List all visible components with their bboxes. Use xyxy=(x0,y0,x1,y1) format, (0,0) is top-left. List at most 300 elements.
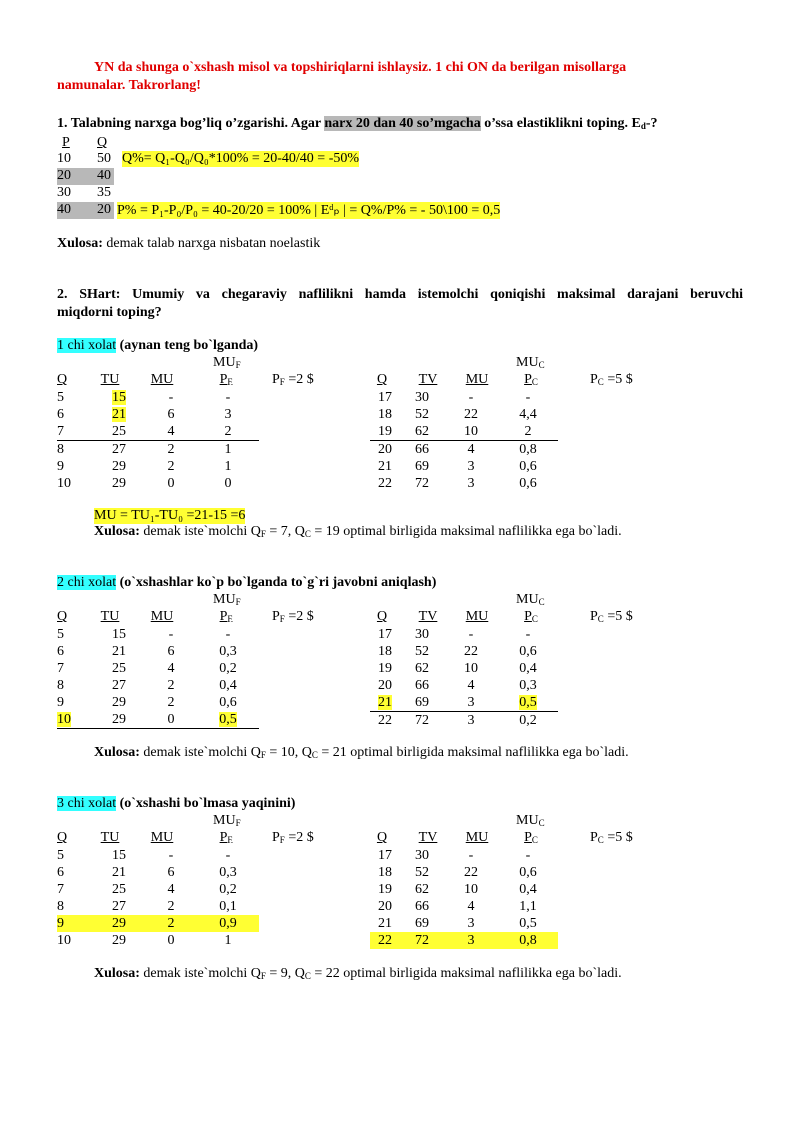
column-header: TU xyxy=(100,830,120,845)
cell-value: 0,4 xyxy=(519,882,537,897)
table-cell xyxy=(145,847,197,864)
table-cell xyxy=(498,660,558,677)
price-value: =5 $ xyxy=(603,609,633,624)
table-cell xyxy=(400,643,444,660)
column-header-pc xyxy=(509,830,553,846)
table-cell xyxy=(145,694,197,711)
table-cell xyxy=(498,458,558,475)
cell-value: 9 xyxy=(57,459,64,474)
table-cell xyxy=(93,898,145,915)
cell-value: 30 xyxy=(415,390,429,405)
cell-value: 69 xyxy=(415,459,429,474)
table-cell xyxy=(498,915,558,932)
cell-value: - xyxy=(168,390,174,405)
table-cell xyxy=(498,694,558,712)
table-row xyxy=(57,694,259,711)
case-tag: 2 chi xolat xyxy=(57,575,117,590)
table-cell xyxy=(444,677,498,694)
table-cell xyxy=(197,898,259,915)
cell-value: 10 xyxy=(464,882,478,897)
price-value: =2 $ xyxy=(284,830,314,845)
table-row xyxy=(370,626,558,643)
cell-value: 10 xyxy=(464,424,478,439)
xulosa-text: demak iste`molchi Q xyxy=(139,524,261,539)
table-cell xyxy=(370,475,400,492)
cell-value: 30 xyxy=(415,848,429,863)
cell-value: - xyxy=(525,627,531,642)
cell-value: 3 xyxy=(467,476,475,491)
cell-value: 21 xyxy=(378,695,392,710)
table-cell xyxy=(197,441,259,459)
cell-value: 4 xyxy=(167,424,175,439)
table-cell xyxy=(370,932,400,949)
table-cell xyxy=(145,643,197,660)
cell-value: 8 xyxy=(57,678,64,693)
cell-value: 1 xyxy=(224,933,232,948)
right-table xyxy=(370,847,558,949)
xulosa-text: = 21 optimal birligida maksimal naflilikka ega bo`ladi. xyxy=(317,745,629,760)
column-header: Q xyxy=(376,372,388,387)
table-cell xyxy=(57,898,93,915)
cell-value: 6 xyxy=(167,865,175,880)
header-line2: namunalar. Takrorlang! xyxy=(57,78,201,93)
cell-value: 21 xyxy=(112,865,126,880)
header-mu-sub: F xyxy=(235,818,241,828)
cell-value: 0,5 xyxy=(519,916,537,931)
table-cell xyxy=(93,932,145,949)
table-cell xyxy=(370,643,400,660)
table-cell xyxy=(400,915,444,932)
table-cell xyxy=(370,406,400,423)
column-header: Q xyxy=(376,830,388,845)
table-cell xyxy=(93,406,145,423)
document-page: YN da shunga o`xshash misol va topshiriqlarni ishlaysiz. 1 chi ON da berilgan misollarga namunalar. Takrorlang! 1. Talabning narxga bog’liq o’zgarishi. Agar narx 20 dan 40 so’mgacha o’ssa elastiklikni toping. $E_d-$? P Q 10 50 20 40 30 35 40 20 Q%= Q₁-Q₀/Q₀*100% = 20-40/40 = -50% P% = P₁-P₀/P₀ = 40-20/20 = 100% | Eᵈₚ | = Q%/P% = - 50\100 = 0,5 Xulosa: demak talab narxga nisbatan noelastik 2. SHart: Umumiy va chegaraviy naflilikni hamda istemolchi qoniqishi maksimal darajani beruvchi miqdorni toping? 1 chi xolat (aynan teng bo`lganda) $MU_F$ $MU_C$ Q TU MU $P_F$ $P_F =2$ $ Q TV MU $P_C$ $P_C =5$ $ 5 15 - - 6 21 6 3 7 25 4 2 8 27 2 1 9 29 2 1 10 29 0 0 17 30 - - 18 52 22 4,4 19 62 10 2 20 66 4 0,8 21 69 3 0,6 22 72 3 0,6 MU = TU₁-TU₀ =21-15 =6 Xulosa: demak iste`molchi $Q_F = 7$, $Q_C = 19$ optimal birligida maksimal naflilikka ega bo`ladi. 2 chi xolat (o`xshashlar ko`p bo`lganda to`g`ri javobni aniqlash) $MU_F$ $MU_C$ Q TU MU $P_F$ $P_F =2$ $ Q TV MU $P_C$ $P_C =5$ $ 5 15 - - 6 21 6 0,3 7 25 4 0,2 8 27 2 0,4 9 29 2 0,6 10 29 0 0,5 17 30 - - 18 52 22 0,6 19 62 10 0,4 20 66 4 0,3 21 69 3 0,5 22 72 3 0,2 Xulosa: demak iste`molchi $Q_F = 10$, $Q_C = 21$ optimal birligida maksimal naflilikka ega bo`ladi. 3 chi xolat (o`xshashi bo`lmasa yaqinini) $MU_F$ $MU_C$ Q TU MU $P_F$ $P_F =2$ $ Q TV MU $P_C$ $P_C =5$ $ 5 15 - - 6 21 6 0,3 7 25 4 0,2 8 27 2 0,1 9 29 2 0,9 10 29 0 1 17 30 - - 18 52 22 0,6 19 62 10 0,4 20 66 4 1,1 21 69 3 0,5 22 72 3 0,8 Xulosa: demak iste`molchi $Q_F = 9$, $Q_C = 22$ optimal birligida maksimal naflilikka ega bo`ladi. xyxy=(57,60,743,981)
table-cell xyxy=(57,694,93,711)
cell-value: 25 xyxy=(112,882,126,897)
cell-value: 4 xyxy=(167,882,175,897)
table-cell xyxy=(93,643,145,660)
table-cell xyxy=(498,677,558,694)
table-cell xyxy=(400,660,444,677)
cell-value: 0,8 xyxy=(519,933,537,948)
cell-value: 2 xyxy=(167,678,175,693)
cell-value: 10 xyxy=(464,661,478,676)
cell-value: - xyxy=(225,390,231,405)
table-row xyxy=(370,898,558,915)
table-row xyxy=(57,389,259,406)
table-cell xyxy=(444,475,498,492)
header-mu-text: MU xyxy=(213,592,236,607)
table-cell xyxy=(93,458,145,475)
xulosa-sub: C xyxy=(304,529,311,539)
cell-value: 6 xyxy=(167,644,175,659)
column-header: TV xyxy=(418,372,438,387)
task1-row: 40 20 xyxy=(57,202,114,219)
cell-value: 29 xyxy=(112,916,126,931)
cell-value: 52 xyxy=(415,407,429,422)
case-xulosa xyxy=(94,966,622,982)
mu-formula: MU = TU₁-TU₀ =21-15 =6 xyxy=(94,508,246,523)
cell-value: 6 xyxy=(57,644,64,659)
cell-value: - xyxy=(168,627,174,642)
table-cell xyxy=(197,932,259,949)
table-cell xyxy=(498,847,558,864)
table-row xyxy=(57,475,259,492)
table-cell xyxy=(370,881,400,898)
table-row xyxy=(370,712,558,730)
cell-value: 3 xyxy=(224,407,232,422)
price-sub: C xyxy=(597,614,604,624)
table-cell xyxy=(444,847,498,864)
table-cell xyxy=(57,626,93,643)
table-row xyxy=(370,932,558,949)
xulosa-sub: F xyxy=(260,971,266,981)
table-cell xyxy=(197,847,259,864)
table-cell xyxy=(197,643,259,660)
case-desc: (o`xshashi bo`lmasa yaqinini) xyxy=(119,796,296,811)
cell-value: 0,6 xyxy=(519,459,537,474)
table-cell xyxy=(400,694,444,712)
xulosa-text: = 10, Q xyxy=(265,745,312,760)
header-mu-text: MU xyxy=(213,813,236,828)
table-cell xyxy=(197,915,259,932)
header-p: P xyxy=(219,830,228,845)
cell-value: - xyxy=(525,390,531,405)
cell-value: 2 xyxy=(167,695,175,710)
cell-value: 29 xyxy=(112,695,126,710)
cell-value: 29 xyxy=(112,459,126,474)
table-cell xyxy=(444,406,498,423)
table-row xyxy=(57,406,259,423)
cell-value: 7 xyxy=(57,882,64,897)
table-cell xyxy=(197,677,259,694)
cell-value: 29 xyxy=(112,476,126,491)
header-p: P xyxy=(219,609,228,624)
column-header: MU xyxy=(465,372,489,387)
header-p-sub: F xyxy=(227,835,233,845)
table-cell xyxy=(93,441,145,459)
cell-value: - xyxy=(468,627,474,642)
table-cell xyxy=(400,406,444,423)
cell-value: 19 xyxy=(378,424,392,439)
case-title xyxy=(57,338,258,354)
table-cell xyxy=(444,694,498,712)
table-cell xyxy=(93,847,145,864)
xulosa-sub: C xyxy=(304,971,311,981)
table-cell xyxy=(498,932,558,949)
table-cell xyxy=(498,423,558,441)
column-header: TV xyxy=(418,609,438,624)
table-row xyxy=(57,643,259,660)
header-p-sub: C xyxy=(531,835,538,845)
cell-value: 29 xyxy=(112,933,126,948)
table-row xyxy=(370,847,558,864)
cell-value: 0,6 xyxy=(519,865,537,880)
task1-highlight: narx 20 dan 40 so’mgacha xyxy=(324,116,481,131)
table-cell xyxy=(145,864,197,881)
table-cell xyxy=(57,441,93,459)
cell-value: 2 xyxy=(224,424,232,439)
table-cell xyxy=(197,864,259,881)
case-desc: (o`xshashlar ko`p bo`lganda to`g`ri javobni aniqlash) xyxy=(119,575,437,590)
cell-value: 25 xyxy=(112,661,126,676)
cell-value: - xyxy=(468,390,474,405)
cell-value: 6 xyxy=(167,407,175,422)
header-p: P xyxy=(524,372,532,387)
table-cell xyxy=(400,898,444,915)
price-label: P xyxy=(590,609,598,624)
table-cell xyxy=(370,660,400,677)
header-mu-sub: F xyxy=(235,360,241,370)
cell-value: 17 xyxy=(378,627,392,642)
table-cell xyxy=(400,881,444,898)
header-p-sub: F xyxy=(227,377,233,387)
xulosa-label: Xulosa: xyxy=(94,524,140,539)
table-cell xyxy=(145,475,197,492)
table-cell xyxy=(444,643,498,660)
xulosa-text: = 19 optimal birligida maksimal naflilikka ega bo`ladi. xyxy=(310,524,622,539)
table-cell xyxy=(400,475,444,492)
price-label: P xyxy=(272,830,280,845)
task1-title: 1. Talabning narxga bog’liq o’zgarishi. Agar narx 20 dan 40 so’mgacha o’ssa elastiklikni toping. $E_d-$? xyxy=(57,116,658,131)
table-cell xyxy=(145,932,197,949)
header-p-sub: C xyxy=(531,614,538,624)
cell-value: 6 xyxy=(57,865,64,880)
cell-value: 27 xyxy=(112,899,126,914)
table-cell xyxy=(498,864,558,881)
price-c xyxy=(590,609,633,625)
task1-row: 20 40 xyxy=(57,168,114,185)
price-sub: C xyxy=(597,835,604,845)
cell-value: 4 xyxy=(167,661,175,676)
table-row xyxy=(57,626,259,643)
header-mu-f xyxy=(213,355,241,371)
cell-value: 29 xyxy=(112,712,126,727)
cell-value: 69 xyxy=(415,916,429,931)
cell-value: 3 xyxy=(467,933,475,948)
table-cell xyxy=(498,406,558,423)
cell-value: 4,4 xyxy=(519,407,537,422)
cell-value: 0,1 xyxy=(219,899,237,914)
cell-value: - xyxy=(525,848,531,863)
table-cell xyxy=(145,423,197,441)
cell-value: 3 xyxy=(467,713,475,728)
cell-value: 15 xyxy=(112,848,126,863)
cell-value: 21 xyxy=(112,407,126,422)
table-cell xyxy=(370,441,400,459)
header-line1: YN da shunga o`xshash misol va topshiriqlarni ishlaysiz. 1 chi ON da berilgan misollarga xyxy=(94,60,627,75)
cell-value: 1,1 xyxy=(519,899,537,914)
table-row xyxy=(370,677,558,694)
cell-value: 0 xyxy=(167,933,175,948)
table-cell xyxy=(197,389,259,406)
xulosa-sub: F xyxy=(260,750,266,760)
task1-formula-p: P% = P₁-P₀/P₀ = 40-20/20 = 100% | Eᵈₚ | = Q%/P% = - 50\100 = 0,5 xyxy=(117,203,501,218)
cell-value: 22 xyxy=(464,644,478,659)
table-cell xyxy=(57,915,93,932)
table-row xyxy=(57,458,259,475)
price-sub: F xyxy=(279,377,285,387)
case-tag: 1 chi xolat xyxy=(57,338,117,353)
table-cell xyxy=(197,711,259,729)
table-cell xyxy=(370,712,400,730)
table-cell xyxy=(370,864,400,881)
header-mu-text: MU xyxy=(516,592,539,607)
column-header: Q xyxy=(57,830,68,845)
header-mu-sub: F xyxy=(235,597,241,607)
cell-value: 62 xyxy=(415,882,429,897)
cell-value: 22 xyxy=(378,713,392,728)
table-cell xyxy=(498,643,558,660)
cell-value: 62 xyxy=(415,424,429,439)
cell-value: 22 xyxy=(378,933,392,948)
table-cell xyxy=(370,847,400,864)
table-cell xyxy=(400,677,444,694)
table-row xyxy=(57,660,259,677)
cell-value: 4 xyxy=(467,678,475,693)
table-cell xyxy=(444,660,498,677)
cell-value: 66 xyxy=(415,899,429,914)
xulosa-text: = 22 optimal birligida maksimal naflilikka ega bo`ladi. xyxy=(310,966,622,981)
case-title xyxy=(57,575,436,591)
header-p: P xyxy=(524,609,532,624)
case-desc: (aynan teng bo`lganda) xyxy=(119,338,259,353)
cell-value: 7 xyxy=(57,661,64,676)
task1-col-p: P xyxy=(62,135,70,150)
table-cell xyxy=(197,458,259,475)
cell-value: 0 xyxy=(167,476,175,491)
column-header: Q xyxy=(57,609,68,624)
column-header-pc xyxy=(509,372,553,388)
table-row xyxy=(370,441,558,459)
cell-value: 0,6 xyxy=(519,644,537,659)
task1-col-q: Q xyxy=(97,135,108,150)
table-cell xyxy=(145,406,197,423)
table-row xyxy=(57,423,259,441)
cell-value: 0,9 xyxy=(219,916,237,931)
cell-value: 20 xyxy=(378,442,392,457)
cell-value: 9 xyxy=(57,695,64,710)
left-table xyxy=(57,389,259,492)
cell-value: 0,8 xyxy=(519,442,537,457)
table-cell xyxy=(370,915,400,932)
cell-value: 9 xyxy=(57,916,64,931)
table-cell xyxy=(400,712,444,730)
table-cell xyxy=(57,660,93,677)
header-mu-f xyxy=(213,592,241,608)
table-cell xyxy=(498,475,558,492)
table-row xyxy=(370,389,558,406)
table-row xyxy=(57,864,259,881)
cell-value: 2 xyxy=(524,424,532,439)
table-row xyxy=(57,915,259,932)
column-header: Q xyxy=(376,609,388,624)
table-cell xyxy=(57,711,93,729)
cell-value: 20 xyxy=(378,899,392,914)
table-row xyxy=(370,643,558,660)
table-cell xyxy=(444,898,498,915)
cell-value: 72 xyxy=(415,713,429,728)
cell-value: 22 xyxy=(464,865,478,880)
table-cell xyxy=(145,915,197,932)
cell-value: 7 xyxy=(57,424,64,439)
table-cell xyxy=(370,458,400,475)
table-row xyxy=(370,458,558,475)
header-p-sub: F xyxy=(227,614,233,624)
cell-value: 69 xyxy=(415,695,429,710)
price-label: P xyxy=(272,609,280,624)
column-header: MU xyxy=(465,830,489,845)
table-row xyxy=(57,881,259,898)
task2-title-line1: 2. SHart: Umumiy va chegaraviy naflilikni hamda istemolchi qoniqishi maksimal darajani beruvchi xyxy=(57,287,743,302)
column-header-pc xyxy=(509,609,553,625)
table-cell xyxy=(444,881,498,898)
cell-value: 0,6 xyxy=(219,695,237,710)
table-row xyxy=(370,423,558,441)
cell-value: 25 xyxy=(112,424,126,439)
header-mu-sub: C xyxy=(538,597,545,607)
column-header-pf xyxy=(205,609,247,625)
table-cell xyxy=(57,677,93,694)
cell-value: 0,4 xyxy=(519,661,537,676)
task2-title-line2: miqdorni toping? xyxy=(57,305,162,320)
header-p-sub: C xyxy=(531,377,538,387)
table-row xyxy=(370,915,558,932)
table-cell xyxy=(370,898,400,915)
right-table xyxy=(370,626,558,729)
table-cell xyxy=(93,881,145,898)
cell-value: 1 xyxy=(224,442,232,457)
table-cell xyxy=(444,932,498,949)
cell-value: - xyxy=(168,848,174,863)
table-cell xyxy=(197,406,259,423)
cell-value: 10 xyxy=(57,476,71,491)
table-row xyxy=(370,864,558,881)
table-row xyxy=(57,677,259,694)
cell-value: 3 xyxy=(467,695,475,710)
table-cell xyxy=(57,475,93,492)
table-cell xyxy=(93,389,145,406)
cell-value: 19 xyxy=(378,661,392,676)
cell-value: 4 xyxy=(467,899,475,914)
cell-value: 20 xyxy=(378,678,392,693)
price-f xyxy=(272,609,314,625)
price-f xyxy=(272,830,314,846)
table-row xyxy=(370,660,558,677)
cell-value: 0,2 xyxy=(519,713,537,728)
table-cell xyxy=(444,389,498,406)
column-header: MU xyxy=(150,830,174,845)
xulosa-text: = 7, Q xyxy=(265,524,305,539)
table-cell xyxy=(400,626,444,643)
table-cell xyxy=(197,694,259,711)
column-header-pf xyxy=(205,830,247,846)
cell-value: 0,2 xyxy=(219,882,237,897)
table-cell xyxy=(145,898,197,915)
cell-value: 18 xyxy=(378,407,392,422)
price-label: P xyxy=(590,830,598,845)
cell-value: 0,3 xyxy=(219,644,237,659)
table-cell xyxy=(145,458,197,475)
table-cell xyxy=(57,389,93,406)
cell-value: 22 xyxy=(378,476,392,491)
table-cell xyxy=(93,475,145,492)
xulosa-text: demak iste`molchi Q xyxy=(139,966,261,981)
table-cell xyxy=(400,389,444,406)
case-tag: 3 chi xolat xyxy=(57,796,117,811)
task1-formula-q: Q%= Q₁-Q₀/Q₀*100% = 20-40/40 = -50% xyxy=(122,151,360,166)
price-value: =2 $ xyxy=(284,609,314,624)
